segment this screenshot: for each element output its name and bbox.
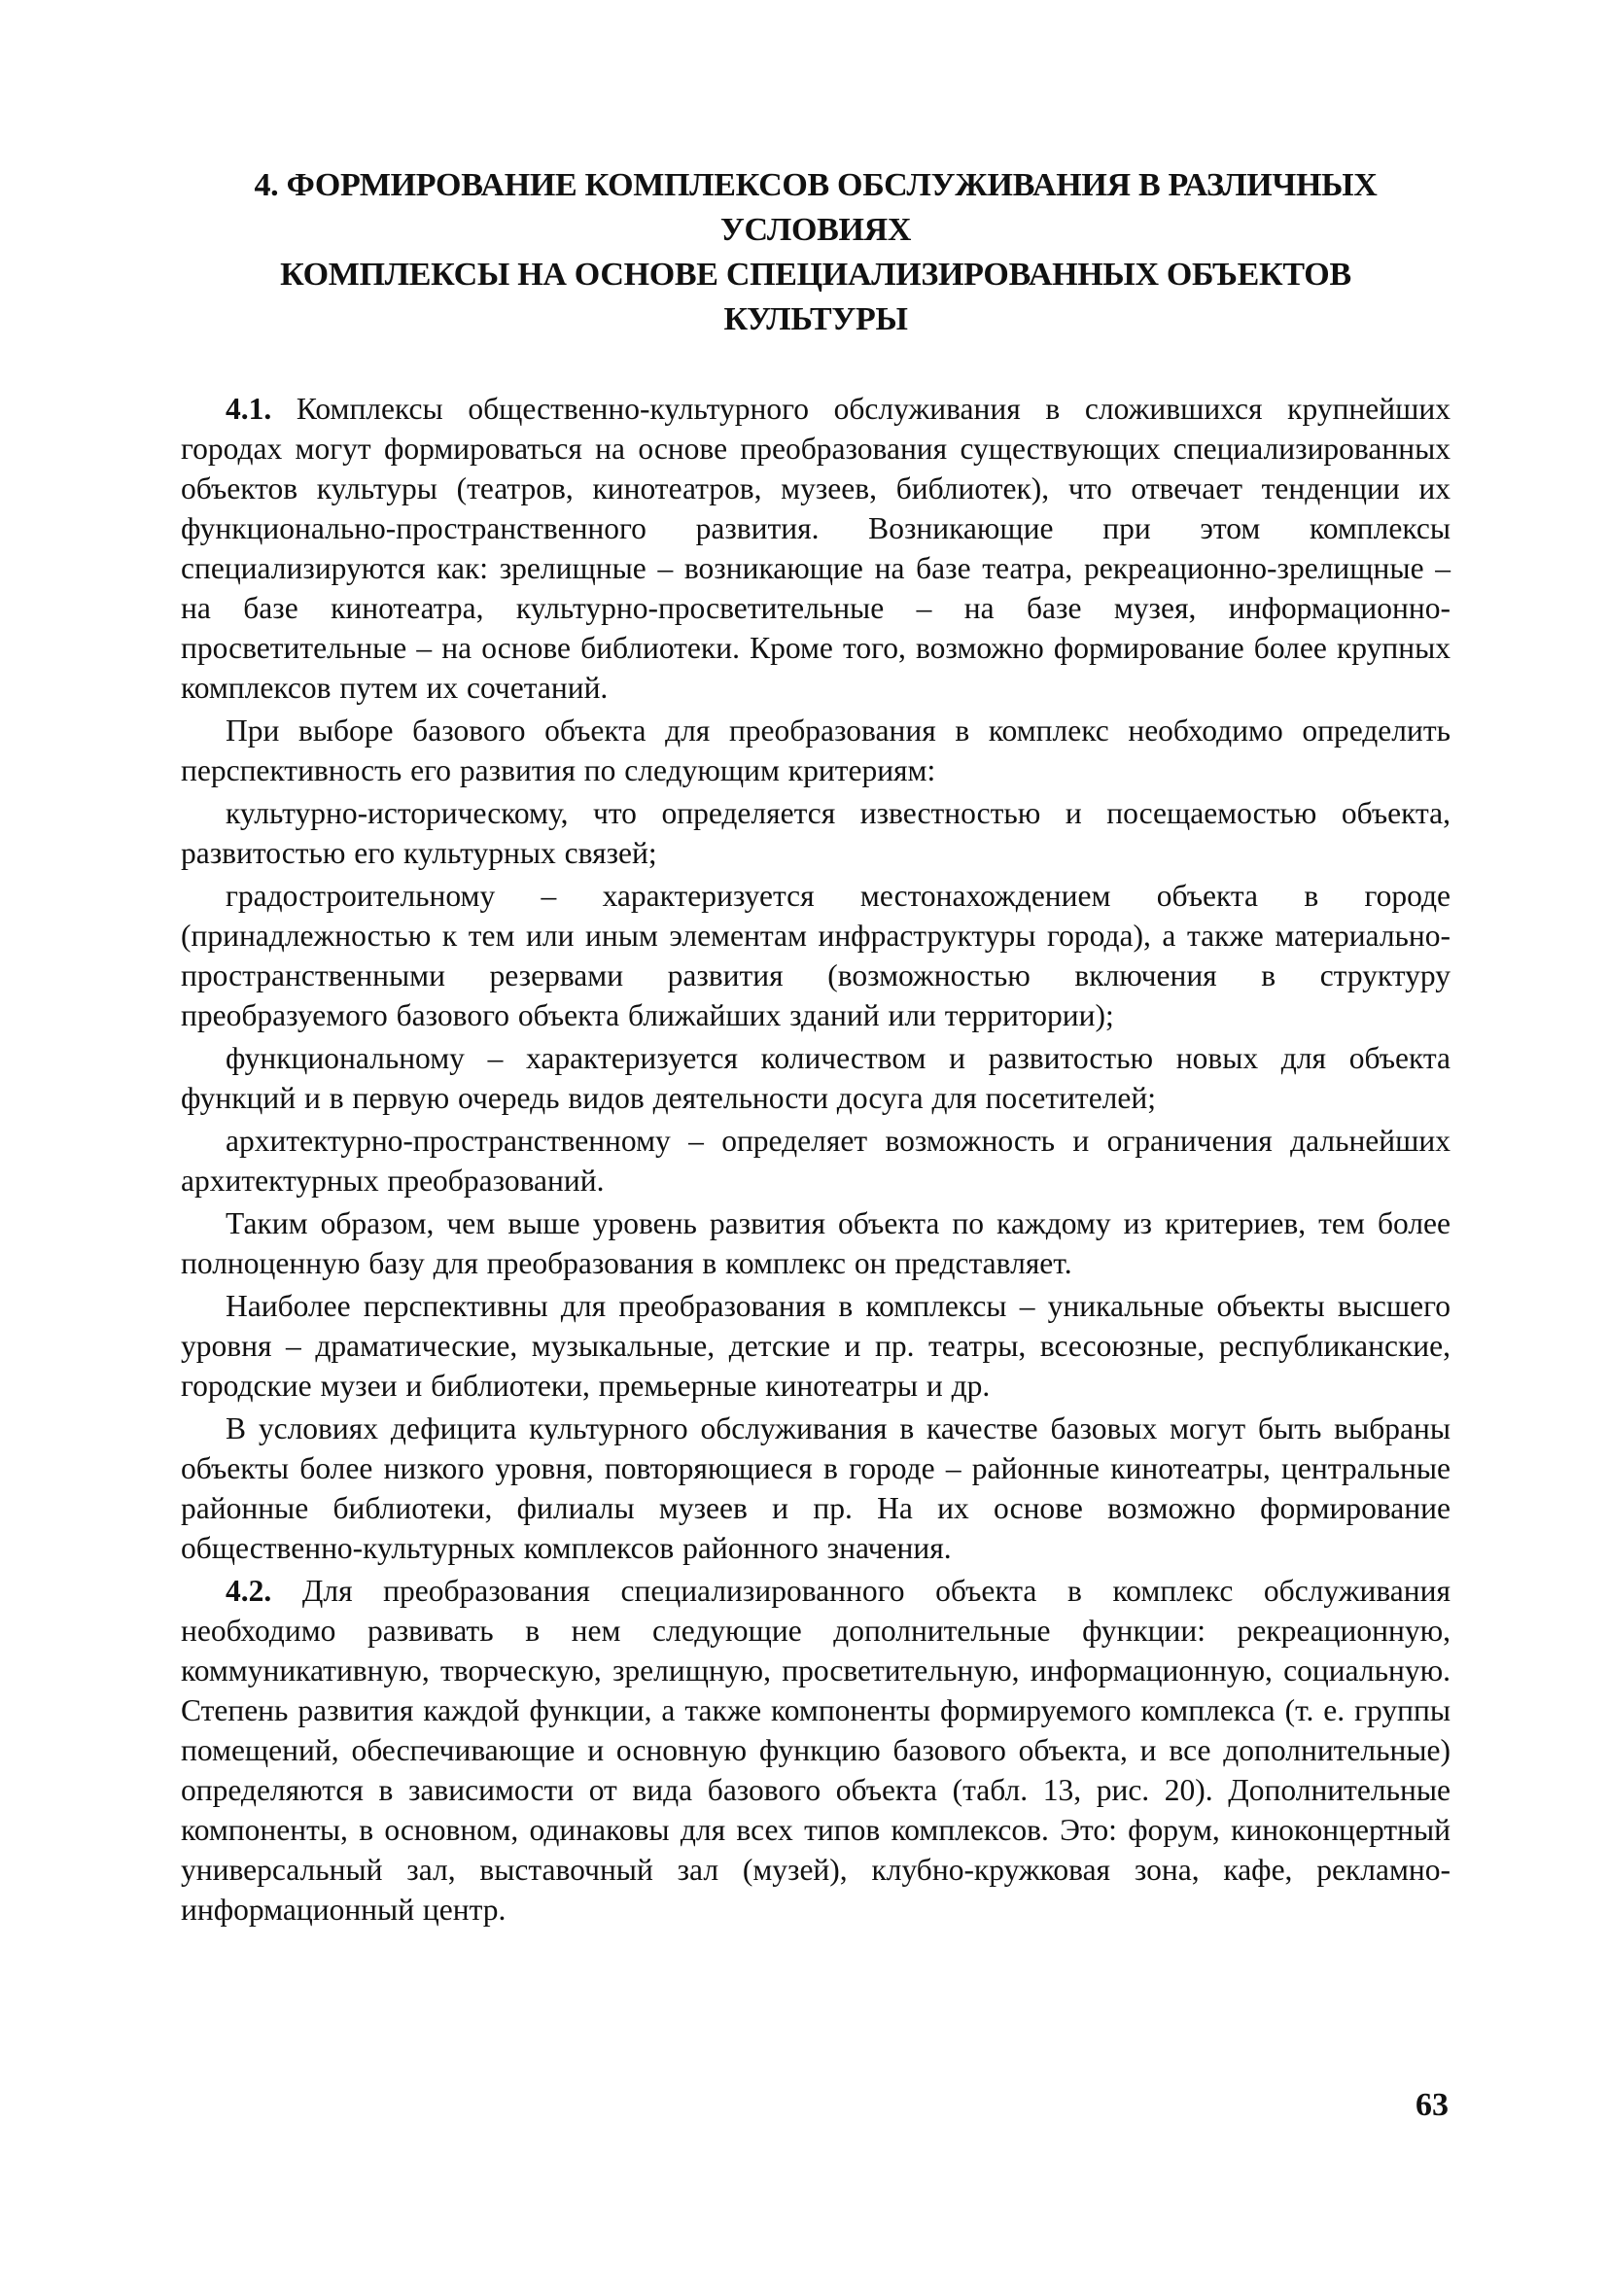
criterion-architectural-spatial: архитектурно-пространственному – определяет возможность и ограничения дальнейших архитектурных преобразований. — [181, 1124, 1451, 1198]
paragraph-most-promising: Наиболее перспективны для преобразования в комплексы – уникальные объекты высшего уровня – драматические, музыкальные, детские и пр. театры, всесоюзные, республиканские, городские музеи и библиотеки, премьерные кинотеатры и др. — [181, 1289, 1451, 1403]
section-heading — [181, 163, 1451, 342]
criterion-urban-planning: градостроительному – характеризуется местонахождением объекта в городе (принадлежностью к тем или иным элементам инфраструктуры города), а также материально-пространственными резервами развития (возможностью включения в структуру преобразуемого базового объекта ближайших зданий или территории); — [181, 879, 1451, 1032]
paragraph-deficit-conditions: В условиях дефицита культурного обслуживания в качестве базовых могут быть выбраны объекты более низкого уровня, повторяющиеся в городе – районные кинотеатры, центральные районные библиотеки, филиалы музеев и пр. На их основе возможно формирование общественно-культурных комплексов районного значения. — [181, 1411, 1451, 1565]
heading-line-3: КОМПЛЕКСЫ НА ОСНОВЕ СПЕЦИАЛИЗИРОВАННЫХ ОБЪЕКТОВ — [280, 257, 1351, 293]
paragraph-4-2 — [181, 1571, 1451, 1930]
paragraph-4-1-text: Комплексы общественно-культурного обслуживания в сложившихся крупнейших городах могут формироваться на основе преобразования существующих специализированных объектов культуры (театров, кинотеатров, музеев, библиотек), что отвечает тенденции их функционально-пространственного развития. Возникающие при этом комплексы специализируются как: зрелищные – возникающие на базе театра, рекреационно-зрелищные – на базе кинотеатра, культурно-просветительные – на базе музея, информационно-просветительные – на основе библиотеки. Кроме того, возможно формирование более крупных комплексов путем их сочетаний. — [181, 392, 1451, 705]
section-number-4-2: 4.2. — [226, 1574, 272, 1608]
body-text — [181, 389, 1451, 1930]
paragraph-conclusion: Таким образом, чем выше уровень развития объекта по каждому из критериев, тем более полноценную базу для преобразования в комплекс он представляет. — [181, 1206, 1451, 1280]
paragraph-4-1 — [181, 389, 1451, 708]
paragraph-criteria-intro: При выборе базового объекта для преобразования в комплекс необходимо определить перспективность его развития по следующим критериям: — [181, 713, 1451, 787]
criterion-cultural-historical: культурно-историческому, что определяется известностью и посещаемостью объекта, развитостью его культурных связей; — [181, 796, 1451, 870]
section-number-4-1: 4.1. — [226, 392, 272, 426]
heading-line-2: УСЛОВИЯХ — [719, 212, 912, 248]
criterion-functional: функциональному – характеризуется количеством и развитостью новых для объекта функций и в первую очередь видов деятельности досуга для посетителей; — [181, 1041, 1451, 1115]
paragraph-4-2-text: Для преобразования специализированного объекта в комплекс обслуживания необходимо развивать в нем следующие дополнительные функции: рекреационную, коммуникативную, творческую, зрелищную, просветительную, информационную, социальную. Степень развития каждой функции, а также компоненты формируемого комплекса (т. е. группы помещений, обеспечивающие и основную функцию базового объекта, и все дополнительные) определяются в зависимости от вида базового объекта (табл. 13, рис. 20). Дополнительные компоненты, в основном, одинаковы для всех типов комплексов. Это: форум, киноконцертный универсальный зал, выставочный зал (музей), клубно-кружковая зона, кафе, рекламно-информационный центр. — [181, 1574, 1451, 1927]
page-number: 63 — [1416, 2087, 1449, 2123]
heading-line-4: КУЛЬТУРЫ — [723, 301, 908, 337]
document-page — [181, 163, 1451, 1930]
heading-line-1: 4. ФОРМИРОВАНИЕ КОМПЛЕКСОВ ОБСЛУЖИВАНИЯ В РАЗЛИЧНЫХ — [254, 167, 1378, 203]
